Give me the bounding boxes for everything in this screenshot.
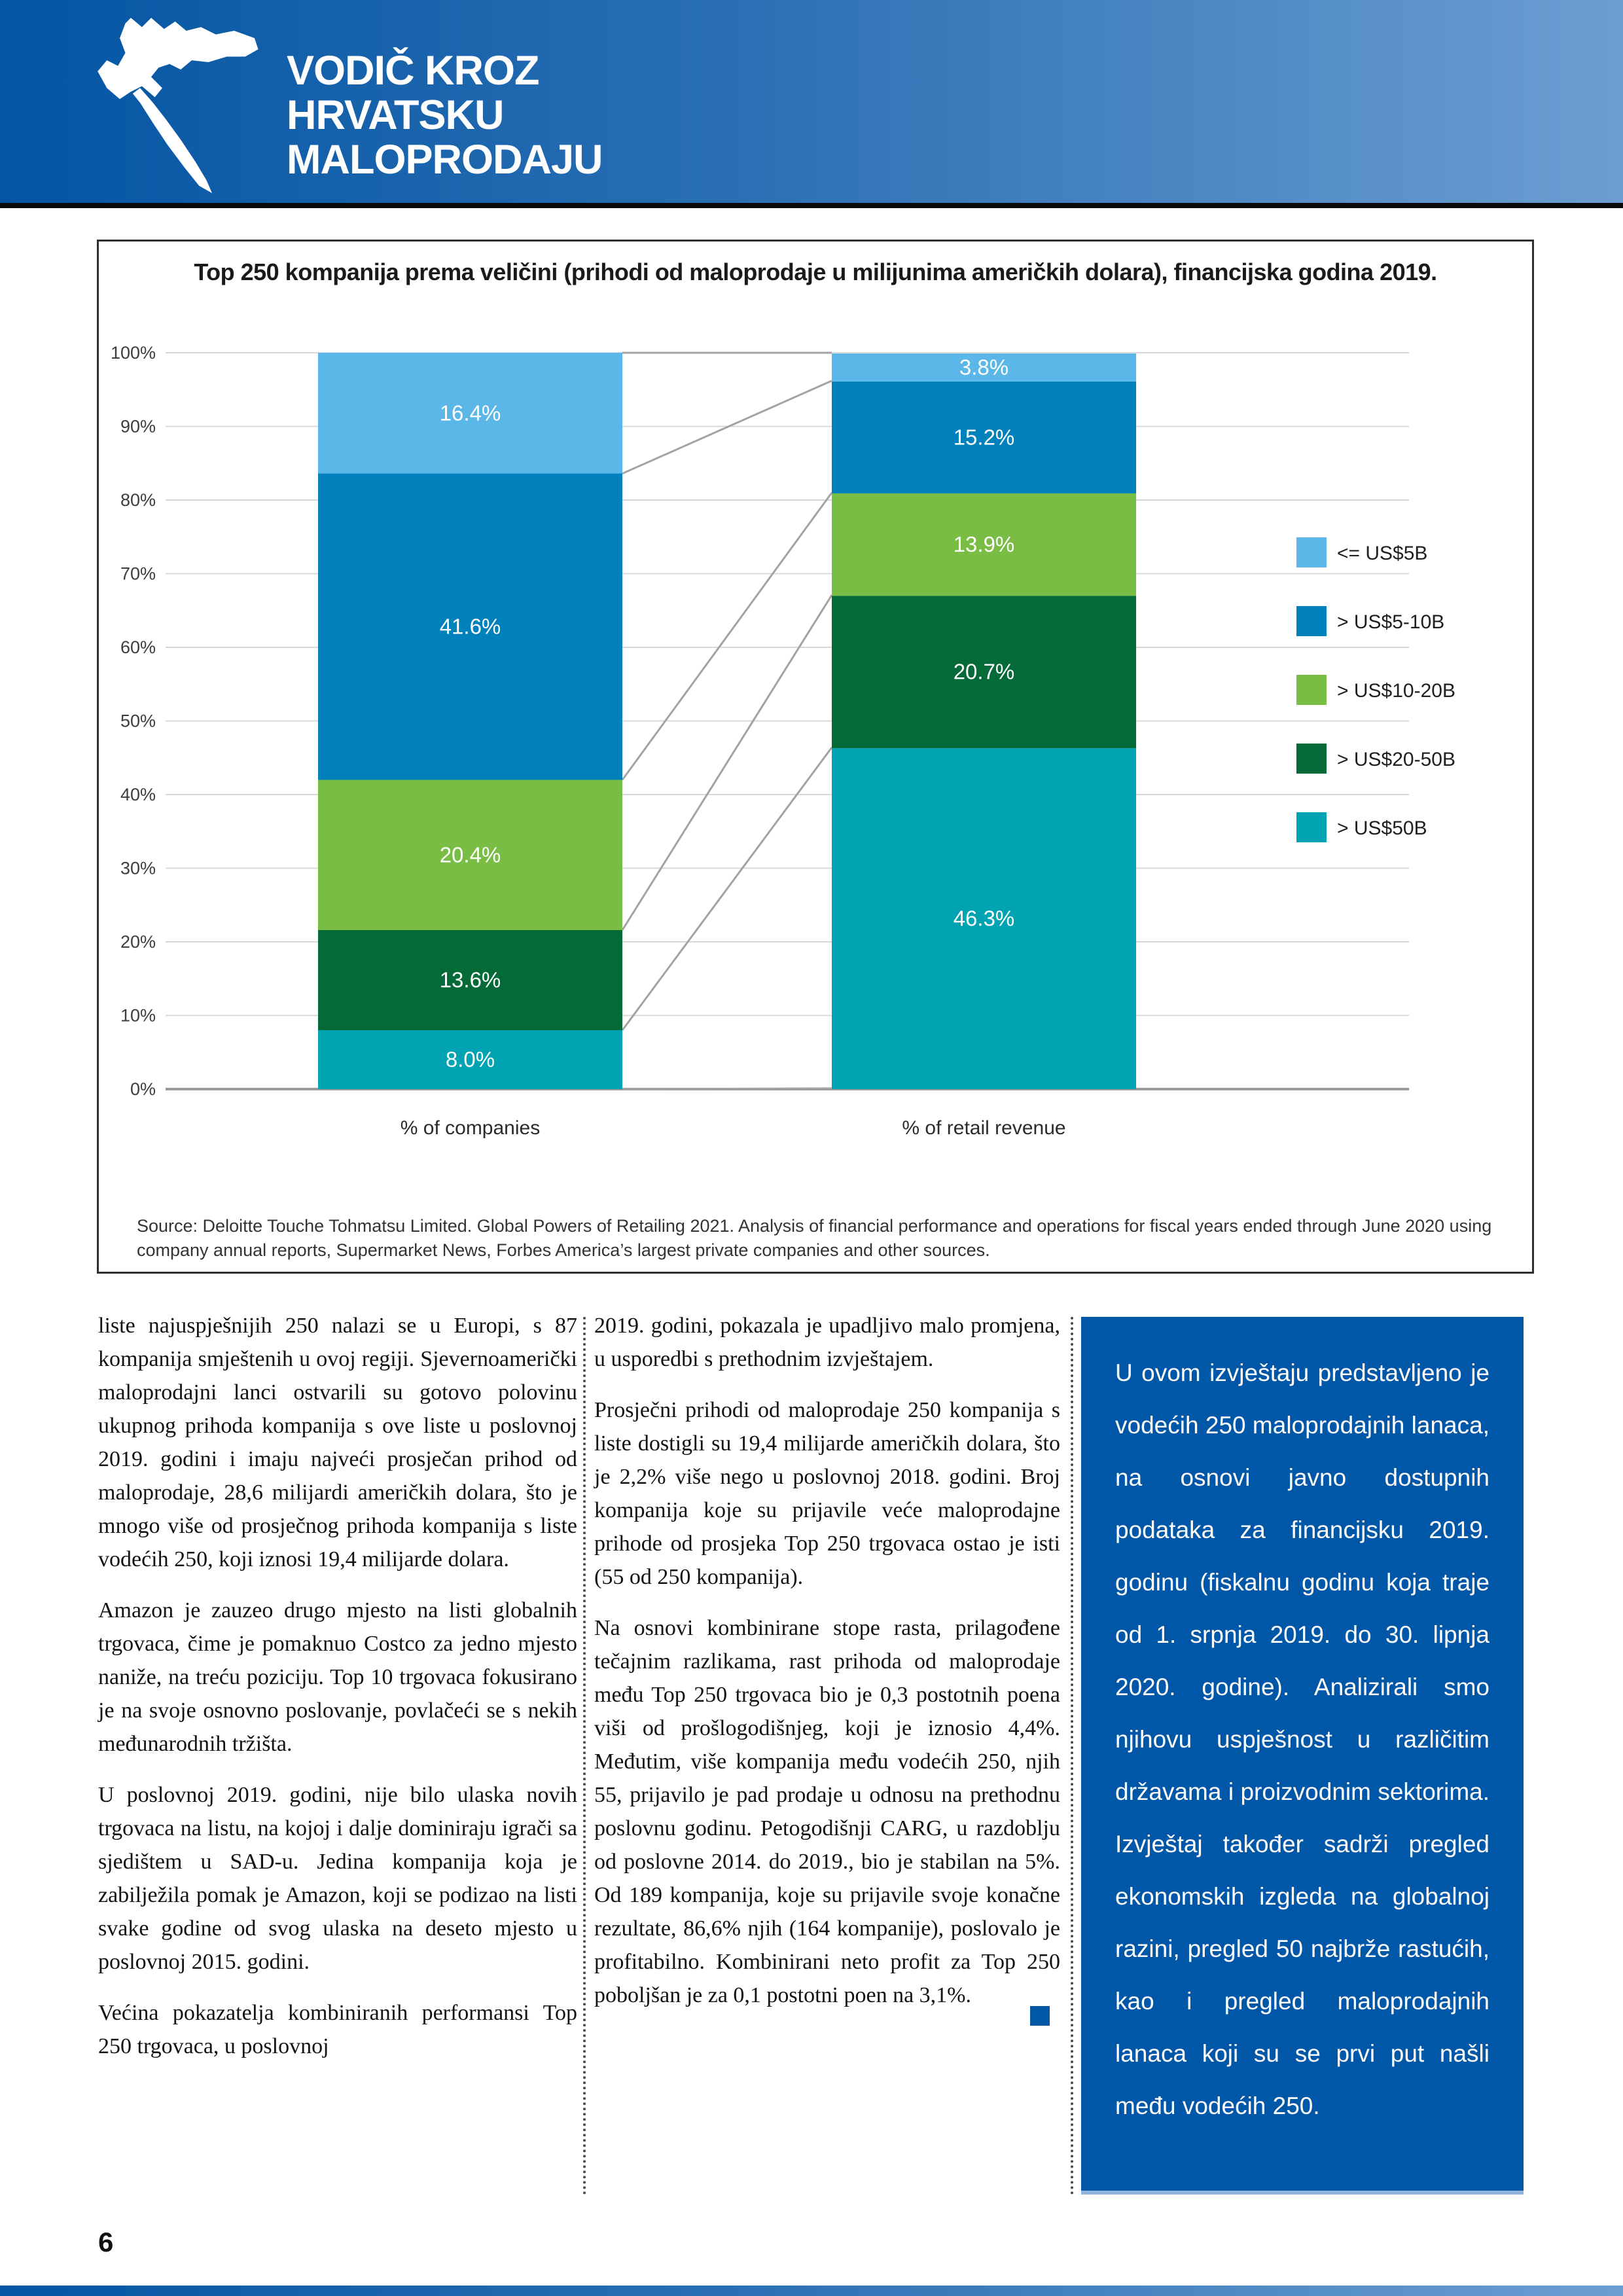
page-title-line: HRVATSKU bbox=[287, 92, 504, 138]
svg-text:13.9%: 13.9% bbox=[953, 532, 1015, 557]
highlight-text: U ovom izvještaju predstavljeno je vodećih 250 maloprodajnih lanaca, na osnovi javno dostupnih podataka za financijsku 2019. godinu (fiskalnu godinu koja traje od 1. srpnja 2019. do 30. lipnja 2020. godine). Analizirali smo njihovu uspješnost u različitim državama i proizvodnim sektorima. Izvještaj također sadrži pregled ekonomskih izgleda na globalnoj razini, pregled 50 najbrže rastućih, kao i pregled maloprodajnih lanaca koji su se prvi put našli među vodećih 250. bbox=[1115, 1359, 1489, 2119]
paragraph: Prosječni prihodi od maloprodaje 250 kompanija s liste dostigli su 19,4 milijarde američkih dolara, što je 2,2% više nego u poslovnoj 2018. godini. Broj kompanija koje su prijavile veće maloprodajne prihode od prosjeka Top 250 trgovaca ostao je isti (55 od 250 kompanija). bbox=[594, 1398, 1060, 1589]
svg-text:16.4%: 16.4% bbox=[439, 401, 501, 425]
column-divider bbox=[583, 1317, 586, 2195]
page-header bbox=[0, 0, 1623, 203]
column-divider bbox=[1071, 1317, 1073, 2195]
svg-text:> US$50B: > US$50B bbox=[1337, 817, 1427, 839]
paragraph: Amazon je zauzeo drugo mjesto na listi globalnih trgovaca, čime je pomaknuo Costco za jedno mjesto naniže, na treću poziciju. Top 10 trgovaca fokusirano je na svoje osnovno poslovanje, povlačeći se s nekih međunarodnih tržišta. bbox=[98, 1598, 577, 1756]
paragraph: U poslovnoj 2019. godini, nije bilo ulaska novih trgovaca na listu, na kojoj i dalje dominiraju igrači sa sjedištem u SAD-u. Jedina kompanija koja je zabilježila pomak je Amazon, koji se podizao na listi svake godine od svog ulaska na deseto mjesto u poslovnoj 2015. godini. bbox=[98, 1783, 577, 1974]
paragraph: liste najuspješnijih 250 nalazi se u Europi, s 87 kompanija smještenih u ovoj regiji. Sjevernoamerički maloprodajni lanci ostvarili su gotovo polovinu ukupnog prihoda kompanija s ove liste u poslovnoj 2019. godini i imaju najveći prosječan prihod od maloprodaje, 28,6 milijardi američkih dolara, što je mnogo više od prosječnog prihoda kompanija s liste vodećih 250, koji iznosi 19,4 milijarde dolara. bbox=[98, 1314, 577, 1571]
svg-text:> US$10-20B: > US$10-20B bbox=[1337, 680, 1455, 702]
end-of-article-marker bbox=[1030, 2006, 1050, 2026]
body-column-1 bbox=[98, 1309, 577, 2081]
svg-text:20.7%: 20.7% bbox=[953, 659, 1015, 684]
header-divider-rule bbox=[0, 203, 1623, 208]
svg-text:0%: 0% bbox=[130, 1079, 156, 1099]
svg-text:50%: 50% bbox=[120, 711, 156, 731]
svg-text:8.0%: 8.0% bbox=[445, 1047, 495, 1071]
svg-text:70%: 70% bbox=[120, 564, 156, 584]
svg-text:% of retail revenue: % of retail revenue bbox=[902, 1117, 1066, 1139]
paragraph: Većina pokazatelja kombiniranih performansi Top 250 trgovaca, u poslovnoj bbox=[98, 2001, 577, 2058]
svg-text:60%: 60% bbox=[120, 637, 156, 657]
svg-text:15.2%: 15.2% bbox=[953, 425, 1015, 450]
svg-text:46.3%: 46.3% bbox=[953, 906, 1015, 931]
highlight-box bbox=[1081, 1317, 1524, 2195]
svg-text:20.4%: 20.4% bbox=[439, 842, 501, 867]
paragraph: 2019. godini, pokazala je upadljivo malo promjena, u usporedbi s prethodnim izvještajem. bbox=[594, 1314, 1060, 1371]
svg-text:90%: 90% bbox=[120, 416, 156, 437]
chart-card bbox=[97, 240, 1534, 1274]
page-number: 6 bbox=[98, 2227, 114, 2257]
svg-text:41.6%: 41.6% bbox=[439, 614, 501, 639]
svg-text:13.6%: 13.6% bbox=[439, 967, 501, 992]
croatia-map-icon bbox=[60, 10, 283, 195]
footer-bar bbox=[0, 2286, 1623, 2296]
page-title-line: MALOPRODAJU bbox=[287, 137, 603, 183]
svg-text:30%: 30% bbox=[120, 858, 156, 878]
svg-text:% of companies: % of companies bbox=[400, 1117, 541, 1139]
stacked-bar-chart bbox=[99, 242, 1532, 1197]
svg-text:80%: 80% bbox=[120, 490, 156, 510]
svg-text:20%: 20% bbox=[120, 932, 156, 952]
paragraph: Na osnovi kombinirane stope rasta, prilagođene tečajnim razlikama, rast prihoda od maloprodaje među Top 250 trgovaca bio je 0,3 postotnih poena viši od prošlogodišnjeg, koji je iznosio 4,4%. Međutim, više kompanija među vodećih 250, njih 55, prijavilo je pad prodaje u odnosu na prethodnu poslovnu godinu. Petogodišnji CARG, u razdoblju od poslovne 2014. do 2019., bio je stabilan na 5%. Od 189 kompanija, koje su prijavile svoje konačne rezultate, 86,6% njih (164 kompanije), poslovalo je profitabilno. Kombinirani neto profit za Top 250 poboljšan je za 0,1 postotni poen na 3,1%. bbox=[594, 1616, 1060, 2007]
svg-text:100%: 100% bbox=[110, 343, 156, 363]
svg-text:<= US$5B: <= US$5B bbox=[1337, 543, 1428, 564]
svg-text:40%: 40% bbox=[120, 785, 156, 804]
body-column-2 bbox=[594, 1309, 1060, 2030]
svg-text:3.8%: 3.8% bbox=[959, 355, 1009, 380]
svg-text:> US$20-50B: > US$20-50B bbox=[1337, 749, 1455, 770]
chart-title: Top 250 kompanija prema veličini (prihodi od maloprodaje u milijunima američkih dolara), financijska godina 2019. bbox=[194, 259, 1437, 285]
svg-text:> US$5-10B: > US$5-10B bbox=[1337, 611, 1445, 633]
page-title-line: VODIČ KROZ bbox=[287, 48, 539, 94]
chart-source-note: Source: Deloitte Touche Tohmatsu Limited. Global Powers of Retailing 2021. Analysis of financial performance and operations for fiscal years ended through June 2020 using company annual reports, Supermarket News, Forbes America’s largest private companies and other sources. bbox=[137, 1216, 1492, 1260]
svg-text:10%: 10% bbox=[120, 1005, 156, 1026]
page-title bbox=[287, 48, 603, 182]
